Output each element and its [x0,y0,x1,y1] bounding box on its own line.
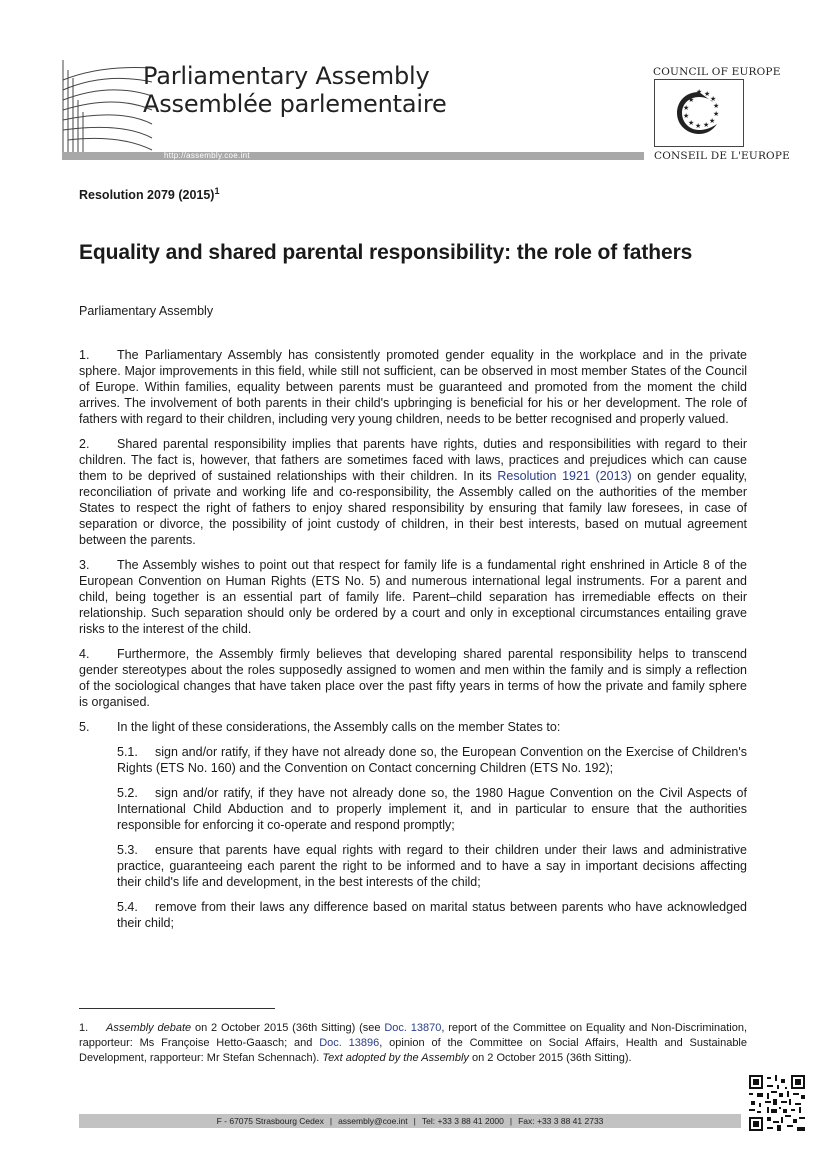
paragraph-number: 5. [79,720,90,734]
assembly-title-fr: Assemblée parlementaire [143,90,447,118]
paragraph-text: ensure that parents have equal rights with regard to their children under their laws and administrative practice, guaranteeing each parent the right to be informed and to have a say in important decisions affecting their child's life and development, in the best interests of the child; [117,843,747,889]
paragraph-5-2 [117,785,747,833]
resolution-number [79,186,219,202]
footer-separator: | [413,1116,416,1126]
assembly-title-en: Parliamentary Assembly [143,62,430,90]
paragraph-number: 4. [79,647,90,661]
doc-13870-link[interactable]: Doc. 13870 [384,1022,442,1034]
assembly-title [143,62,447,118]
svg-text:★: ★ [710,95,717,103]
paragraph-5-4 [117,899,747,931]
paragraph-number: 3. [79,558,90,572]
paragraph-text: The Assembly wishes to point out that respect for family life is a fundamental right enshrined in Article 8 of the European Convention on Human Rights (ETS No. 5) and numerous international legal instruments. For a parent and child, being together is an essential part of family life. Parent–child separation has irremediable effects on their relationship. Such separation should only be ordered by a court and only in exceptional circumstances entailing grave risks to the interest of the child. [79,558,747,636]
paragraph-text: Shared parental responsibility implies that parents have rights, duties and responsibilities with regard to their children. The fact is, however, that fathers are sometimes faced with laws, practices and prejudices which can cause them to be deprived of sustained relationships with their children. In its [79,437,747,483]
footnote [79,1021,747,1066]
paragraph-number: 1. [79,348,90,362]
footer-separator: | [329,1116,333,1126]
footnote-text: on 2 October 2015 (36th Sitting) (see [191,1022,385,1034]
svg-text:★: ★ [683,104,690,112]
svg-text:★: ★ [696,88,703,96]
footnote-number: 1. [79,1022,89,1034]
svg-text:★: ★ [688,96,695,104]
paragraph-text: In the light of these considerations, the Assembly calls on the member States to: [117,720,561,734]
assembly-url-link[interactable]: http://assembly.coe.int [164,151,250,160]
doc-13896-link[interactable]: Doc. 13896 [319,1037,380,1049]
paragraph-text: Furthermore, the Assembly firmly believes that developing shared parental responsibility helps to transcend gender stereotypes about the roles supposedly assigned to women and men within the family and is simply a reflection of the sociological changes that have taken place over the past fifty years in terms of how the private and family sphere is organised. [79,647,747,709]
paragraph-number: 5.2. [117,786,138,800]
paragraph-number: 2. [79,437,90,451]
footer-email-link[interactable]: assembly@coe.int [338,1116,408,1126]
resolution-1921-link[interactable]: Resolution 1921 (2013) [497,469,632,483]
footnote-text: , opinion of the Committee on Social Affairs, Health and Sustainable Development, rapporteur: Mr Stefan Schennach). [79,1037,747,1064]
paragraph-1 [79,347,747,427]
page-title: Equality and shared parental responsibility: the role of fathers [79,241,693,264]
paragraph-3 [79,557,747,637]
footnote-italic: Text adopted by the Assembly [322,1052,469,1064]
paragraph-5-1 [117,744,747,776]
svg-text:★: ★ [709,117,716,125]
header-bar [62,152,644,160]
svg-text:★: ★ [713,102,720,110]
paragraph-number: 5.3. [117,843,138,857]
resolution-body [79,347,747,940]
footer-separator: | [509,1116,513,1126]
svg-text:★: ★ [713,110,720,118]
author: Parliamentary Assembly [79,304,214,318]
footer-tel: Tel: +33 3 88 41 2000 [421,1116,504,1126]
footer-contact [79,1114,741,1128]
coe-stars-icon [655,80,743,146]
paragraph-number: 5.4. [117,900,138,914]
paragraph-5-3 [117,842,747,890]
paragraph-2 [79,436,747,548]
footer-fax: Fax: +33 3 88 41 2733 [518,1116,604,1126]
coe-logo [654,79,744,147]
svg-text:★: ★ [695,122,702,130]
paragraph-4 [79,646,747,710]
qr-code-icon[interactable] [749,1075,805,1131]
paragraph-text: sign and/or ratify, if they have not already done so, the European Convention on the Exercise of Children's Rights (ETS No. 160) and the Convention on Contact concerning Children (ETS No. 192); [117,745,747,775]
paragraph-text: sign and/or ratify, if they have not already done so, the 1980 Hague Convention on the Civil Aspects of International Child Abduction and to properly implement it, and in particular to ensure that the authorities responsible for enforcing it co-operate and respond promptly; [117,786,747,832]
footer-address: F - 67075 Strasbourg Cedex [216,1116,324,1126]
svg-text:★: ★ [703,121,710,129]
paragraph-text: The Parliamentary Assembly has consistently promoted gender equality in the workplace and in the private sphere. Major improvements in this field, while still not sufficient, can be observed in most member States of the Council of Europe. Within families, equality between parents must be guaranteed and promoted from the moment the child arrives. The involvement of both parents in their child's upbringing is beneficial for his or her development. The role of fathers with regard to their children, including very young children, needs to be better recognised and properly valued. [79,348,747,426]
paragraph-text: on gender equality, reconciliation of private and working life and co-responsibility, the Assembly called on the authorities of the member States to respect the right of fathers to enjoy shared responsibility by ensuring that family law foresees, in case of separation or divorce, the possibility of joint custody of children, in their best interests, based on mutual agreement between the parents. [79,469,748,547]
resolution-label: Resolution 2079 (2015) [79,188,215,203]
footnote-text: on 2 October 2015 (36th Sitting). [468,1052,632,1064]
footnote-ref[interactable]: 1 [214,186,220,196]
svg-text:★: ★ [688,119,695,127]
paragraph-number: 5.1. [117,745,138,759]
svg-text:★: ★ [683,112,690,120]
coe-name-en: COUNCIL OF EUROPE [653,66,781,78]
paragraph-5 [79,719,747,735]
coe-name-fr: CONSEIL DE L'EUROPE [654,150,790,162]
paragraph-text: remove from their laws any difference based on marital status between parents who have acknowledged their child; [117,900,747,930]
footnote-divider [79,1008,275,1009]
footnote-italic: Assembly debate [106,1022,192,1034]
footnote-text: , report of the Committee on Equality and Non-Discrimination, rapporteur: Ms Françoise Hetto-Gaasch; and [79,1022,748,1049]
svg-text:★: ★ [704,90,711,98]
